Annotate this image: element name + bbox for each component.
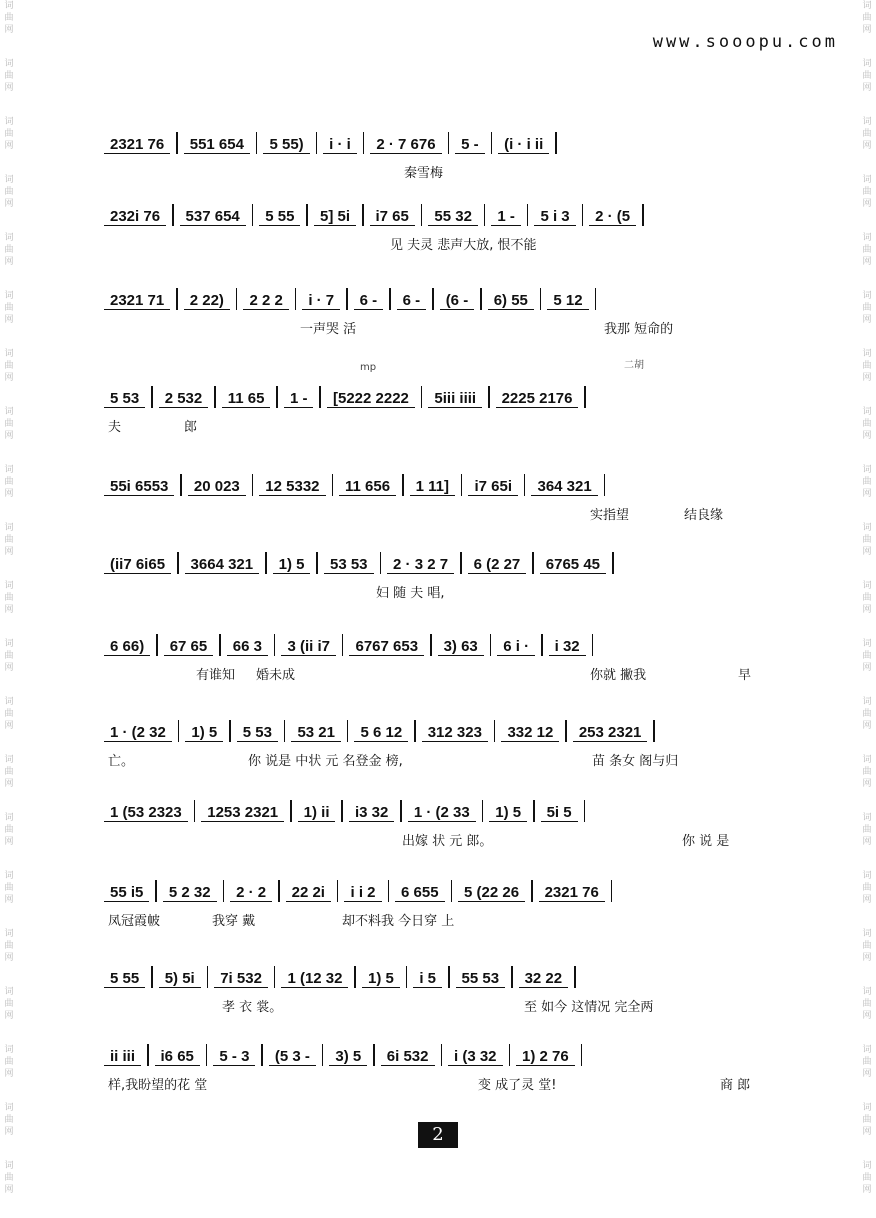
measure: 232i 76 — [104, 208, 166, 226]
measure: (6 - — [440, 292, 475, 310]
measure: 2321 76 — [104, 136, 170, 154]
bar-line — [178, 720, 180, 742]
page-number: 2 — [418, 1122, 458, 1148]
lyrics-line — [104, 1074, 784, 1094]
bar-line — [595, 288, 597, 310]
score-system — [104, 716, 784, 770]
bar-line — [380, 552, 382, 574]
measure: 1 11] — [410, 478, 455, 496]
watermark-text: 词 曲 网 — [862, 639, 872, 673]
measure: 1) 5 — [273, 556, 311, 574]
score-system — [104, 284, 784, 338]
measure: i (3 32 — [448, 1048, 503, 1066]
measure: 2321 71 — [104, 292, 170, 310]
measure: (5 3 - — [269, 1048, 316, 1066]
measure: i 5 — [413, 970, 442, 988]
dynamic-mark-mp: mp — [360, 362, 377, 373]
measure: 1 · (2 32 — [104, 724, 172, 742]
bar-line — [490, 634, 492, 656]
watermark-text: 词 曲 网 — [4, 291, 14, 325]
score-system — [104, 470, 784, 524]
bar-line — [290, 800, 292, 822]
notation-line — [104, 962, 784, 988]
bar-line — [151, 386, 153, 408]
bar-line — [274, 966, 276, 988]
measure: 53 21 — [291, 724, 341, 742]
bar-line — [147, 1044, 149, 1066]
measure: (i · i ii — [498, 136, 549, 154]
bar-line — [421, 386, 423, 408]
bar-line — [541, 634, 543, 656]
measure: 5 2 32 — [163, 884, 217, 902]
measure: ii iii — [104, 1048, 141, 1066]
watermark-text: 词 曲 网 — [862, 407, 872, 441]
lyric-text: 变 成了灵 堂! — [478, 1078, 557, 1093]
lyric-text: 妇 随 夫 唱, — [376, 586, 445, 601]
bar-line — [509, 1044, 511, 1066]
bar-line — [177, 552, 179, 574]
bar-line — [388, 880, 390, 902]
lyric-text: 出嫁 状 元 郎。 — [402, 834, 493, 849]
lyric-text: 亡。 — [108, 754, 135, 769]
measure: 537 654 — [180, 208, 246, 226]
watermark-text: 词 曲 网 — [4, 523, 14, 557]
lyrics-line — [104, 664, 784, 684]
measure: 5] 5i — [314, 208, 356, 226]
bar-line — [354, 966, 356, 988]
measure: 1 (12 32 — [281, 970, 348, 988]
measure: 3664 321 — [185, 556, 260, 574]
watermark-text: 词 曲 网 — [4, 1103, 14, 1137]
measure: 1 (53 2323 — [104, 804, 188, 822]
bar-line — [494, 720, 496, 742]
bar-line — [180, 474, 182, 496]
bar-line — [347, 720, 349, 742]
lyrics-line — [104, 318, 784, 338]
bar-line — [642, 204, 644, 226]
notation-line — [104, 716, 784, 742]
lyrics-line — [104, 830, 784, 850]
watermark-text: 词 曲 网 — [862, 1103, 872, 1137]
watermark-text: 词 曲 网 — [4, 813, 14, 847]
measure: i7 65 — [370, 208, 415, 226]
lyric-text: 孝 衣 裳。 — [222, 1000, 283, 1015]
lyrics-line — [104, 996, 784, 1016]
notation-line — [104, 1040, 784, 1066]
bar-line — [460, 552, 462, 574]
measure: 253 2321 — [573, 724, 648, 742]
measure: 55 i5 — [104, 884, 149, 902]
bar-line — [389, 288, 391, 310]
bar-line — [223, 880, 225, 902]
watermark-text: 词 曲 网 — [862, 813, 872, 847]
measure: 2 · (5 — [589, 208, 636, 226]
bar-line — [229, 720, 231, 742]
lyric-text: 样,我盼望的花 堂 — [108, 1078, 208, 1093]
bar-line — [274, 634, 276, 656]
measure: 6) 55 — [488, 292, 534, 310]
bar-line — [319, 386, 321, 408]
bar-line — [461, 474, 463, 496]
measure: 5 53 — [104, 390, 145, 408]
bar-line — [295, 288, 297, 310]
notation-line — [104, 548, 784, 574]
bar-line — [151, 966, 153, 988]
bar-line — [306, 204, 308, 226]
watermark-text: 词 曲 网 — [862, 233, 872, 267]
measure: 5) 5i — [159, 970, 201, 988]
measure: 6 i · — [497, 638, 535, 656]
bar-line — [565, 720, 567, 742]
measure: 6767 653 — [349, 638, 424, 656]
measure: 332 12 — [501, 724, 559, 742]
measure: 11 65 — [222, 390, 271, 408]
measure: i · i — [323, 136, 357, 154]
watermark-text: 词 曲 网 — [862, 175, 872, 209]
measure: 5 - — [455, 136, 485, 154]
measure: 364 321 — [531, 478, 597, 496]
watermark-text: 词 曲 网 — [4, 639, 14, 673]
bar-line — [555, 132, 557, 154]
measure: 2 532 — [159, 390, 209, 408]
measure: 2225 2176 — [496, 390, 579, 408]
bar-line — [261, 1044, 263, 1066]
measure: 22 2i — [286, 884, 331, 902]
measure: 66 3 — [227, 638, 268, 656]
score-system — [104, 630, 784, 684]
lyric-text: 我穿 戴 — [212, 914, 256, 929]
lyrics-line — [104, 162, 784, 182]
measure: i · 7 — [302, 292, 340, 310]
measure: 1) ii — [298, 804, 336, 822]
watermark-text: 词 曲 网 — [862, 987, 872, 1021]
lyric-text: 夫 — [108, 420, 122, 435]
measure: [5222 2222 — [327, 390, 415, 408]
lyric-text: 凤冠霞帔 — [108, 914, 161, 929]
measure: 2 · 2 — [230, 884, 272, 902]
bar-line — [581, 1044, 583, 1066]
measure: 3) 63 — [438, 638, 484, 656]
measure: 1 - — [284, 390, 314, 408]
measure: 1) 5 — [489, 804, 527, 822]
bar-line — [421, 204, 423, 226]
bar-line — [332, 474, 334, 496]
measure: 5 55 — [259, 208, 300, 226]
lyric-text: 有谁知 — [196, 668, 236, 683]
bar-line — [527, 204, 529, 226]
lyric-text: 你 说 是 — [682, 834, 730, 849]
notation-line — [104, 128, 784, 154]
bar-line — [316, 552, 318, 574]
watermark-text: 词 曲 网 — [862, 697, 872, 731]
measure: 2 2 2 — [243, 292, 288, 310]
bar-line — [156, 634, 158, 656]
bar-line — [337, 880, 339, 902]
bar-line — [480, 288, 482, 310]
watermark-text: 词 曲 网 — [4, 407, 14, 441]
bar-line — [172, 204, 174, 226]
bar-line — [441, 1044, 443, 1066]
measure: 6 655 — [395, 884, 445, 902]
watermark-text: 词 曲 网 — [862, 465, 872, 499]
bar-line — [362, 204, 364, 226]
notation-line — [104, 284, 784, 310]
watermark-text: 词 曲 网 — [862, 1161, 872, 1195]
lyrics-line — [104, 416, 784, 436]
watermark-text: 词 曲 网 — [4, 987, 14, 1021]
bar-line — [236, 288, 238, 310]
measure: 7i 532 — [214, 970, 268, 988]
score-system — [104, 876, 784, 930]
notation-line — [104, 470, 784, 496]
bar-line — [219, 634, 221, 656]
measure: 5 - 3 — [213, 1048, 255, 1066]
lyric-text: 结良缘 — [684, 508, 724, 523]
measure: 551 654 — [184, 136, 250, 154]
lyric-text: 至 如今 这情况 完全两 — [524, 1000, 654, 1015]
bar-line — [653, 720, 655, 742]
watermark-text: 词 曲 网 — [4, 871, 14, 905]
watermark-text: 词 曲 网 — [4, 755, 14, 789]
bar-line — [346, 288, 348, 310]
watermark-text: 词 曲 网 — [862, 523, 872, 557]
measure: 5 55) — [263, 136, 309, 154]
watermark-text: 词 曲 网 — [4, 349, 14, 383]
bar-line — [252, 204, 254, 226]
measure: 2321 76 — [539, 884, 605, 902]
measure: 3 (ii i7 — [281, 638, 336, 656]
bar-line — [316, 132, 318, 154]
bar-line — [451, 880, 453, 902]
bar-line — [532, 552, 534, 574]
bar-line — [276, 386, 278, 408]
measure: 5i 5 — [541, 804, 578, 822]
score-system — [104, 382, 784, 436]
side-watermark-right — [860, 0, 874, 1218]
bar-line — [448, 966, 450, 988]
measure: 5 6 12 — [354, 724, 408, 742]
measure: 6i 532 — [381, 1048, 435, 1066]
lyric-text: 苗 条女 阁与归 — [592, 754, 679, 769]
lyric-text: 我那 短命的 — [604, 322, 674, 337]
bar-line — [432, 288, 434, 310]
measure: 2 · 7 676 — [370, 136, 441, 154]
lyric-text: 秦雪梅 — [404, 166, 444, 181]
lyric-text: 商 郎 — [720, 1078, 751, 1093]
measure: 1253 2321 — [201, 804, 284, 822]
notation-line — [104, 630, 784, 656]
side-watermark-left — [2, 0, 16, 1218]
bar-line — [611, 880, 613, 902]
lyric-text: 一声哭 活 — [300, 322, 357, 337]
watermark-text: 词 曲 网 — [4, 581, 14, 615]
measure: 6 66) — [104, 638, 150, 656]
bar-line — [582, 204, 584, 226]
watermark-text: 词 曲 网 — [4, 233, 14, 267]
watermark-text: 词 曲 网 — [862, 291, 872, 325]
watermark-text: 词 曲 网 — [862, 929, 872, 963]
bar-line — [207, 966, 209, 988]
notation-line — [104, 200, 784, 226]
bar-line — [430, 634, 432, 656]
bar-line — [252, 474, 254, 496]
measure: 11 656 — [339, 478, 396, 496]
measure: 5iii iiii — [428, 390, 482, 408]
watermark-text: 词 曲 网 — [4, 929, 14, 963]
measure: 1) 2 76 — [516, 1048, 575, 1066]
measure: i6 65 — [155, 1048, 200, 1066]
watermark-text: 词 曲 网 — [4, 1045, 14, 1079]
measure: 32 22 — [519, 970, 569, 988]
lyric-text: 实指望 — [590, 508, 630, 523]
lyric-text: 你 说是 中状 元 名登金 榜, — [248, 754, 403, 769]
bar-line — [540, 288, 542, 310]
measure: i7 65i — [468, 478, 518, 496]
bar-line — [414, 720, 416, 742]
bar-line — [278, 880, 280, 902]
bar-line — [265, 552, 267, 574]
measure: 312 323 — [422, 724, 488, 742]
bar-line — [342, 634, 344, 656]
watermark-text: 词 曲 网 — [4, 697, 14, 731]
bar-line — [524, 474, 526, 496]
bar-line — [574, 966, 576, 988]
bar-line — [206, 1044, 208, 1066]
bar-line — [341, 800, 343, 822]
bar-line — [612, 552, 614, 574]
bar-line — [402, 474, 404, 496]
watermark-text: 词 曲 网 — [862, 755, 872, 789]
measure: 1) 5 — [362, 970, 400, 988]
watermark-text: 词 曲 网 — [862, 59, 872, 93]
watermark-text: 词 曲 网 — [4, 59, 14, 93]
watermark-text: 词 曲 网 — [862, 1, 872, 35]
bar-line — [604, 474, 606, 496]
score-system — [104, 128, 784, 182]
measure: 3) 5 — [329, 1048, 367, 1066]
measure: i3 32 — [349, 804, 394, 822]
measure: 53 53 — [324, 556, 374, 574]
bar-line — [511, 966, 513, 988]
lyrics-line — [104, 750, 784, 770]
measure: 1 · (2 33 — [408, 804, 476, 822]
lyrics-line — [104, 910, 784, 930]
watermark-text: 词 曲 网 — [4, 1161, 14, 1195]
measure: i 32 — [549, 638, 586, 656]
measure: 5 i 3 — [534, 208, 575, 226]
site-url: www.sooopu.com — [652, 32, 838, 52]
score-system — [104, 548, 784, 602]
watermark-text: 词 曲 网 — [4, 465, 14, 499]
bar-line — [176, 288, 178, 310]
measure: 1) 5 — [185, 724, 223, 742]
notation-line — [104, 796, 784, 822]
measure: 5 (22 26 — [458, 884, 525, 902]
bar-line — [592, 634, 594, 656]
lyrics-line — [104, 504, 784, 524]
bar-line — [214, 386, 216, 408]
measure: 5 55 — [104, 970, 145, 988]
bar-line — [155, 880, 157, 902]
bar-line — [482, 800, 484, 822]
score-system — [104, 200, 784, 254]
measure: 6765 45 — [540, 556, 606, 574]
bar-line — [322, 1044, 324, 1066]
lyric-text: 早 — [738, 668, 752, 683]
score-system — [104, 962, 784, 1016]
bar-line — [584, 800, 586, 822]
watermark-text: 词 曲 网 — [862, 349, 872, 383]
lyrics-line — [104, 234, 784, 254]
watermark-text: 词 曲 网 — [862, 581, 872, 615]
measure: 6 - — [397, 292, 427, 310]
lyric-text: 却不料我 今日穿 上 — [342, 914, 455, 929]
measure: 67 65 — [164, 638, 214, 656]
measure: 2 · 3 2 7 — [387, 556, 454, 574]
notation-line — [104, 382, 784, 408]
bar-line — [488, 386, 490, 408]
measure: i i 2 — [344, 884, 381, 902]
watermark-text: 词 曲 网 — [4, 117, 14, 151]
measure: 5 53 — [237, 724, 278, 742]
measure: (ii7 6i65 — [104, 556, 171, 574]
lyric-text: 郎 — [184, 420, 198, 435]
measure: 6 (2 27 — [468, 556, 527, 574]
bar-line — [406, 966, 408, 988]
measure: 2 22) — [184, 292, 230, 310]
bar-line — [491, 132, 493, 154]
bar-line — [256, 132, 258, 154]
bar-line — [531, 880, 533, 902]
watermark-text: 词 曲 网 — [862, 871, 872, 905]
bar-line — [363, 132, 365, 154]
measure: 1 - — [491, 208, 521, 226]
measure: 5 12 — [547, 292, 588, 310]
bar-line — [400, 800, 402, 822]
bar-line — [484, 204, 486, 226]
bar-line — [448, 132, 450, 154]
score-system — [104, 1040, 784, 1094]
bar-line — [176, 132, 178, 154]
measure: 55 32 — [428, 208, 478, 226]
bar-line — [373, 1044, 375, 1066]
watermark-text: 词 曲 网 — [862, 1045, 872, 1079]
measure: 12 5332 — [259, 478, 325, 496]
bar-line — [284, 720, 286, 742]
watermark-text: 词 曲 网 — [862, 117, 872, 151]
bar-line — [533, 800, 535, 822]
lyrics-line — [104, 582, 784, 602]
measure: 55 53 — [456, 970, 506, 988]
lyric-text: 你就 撇我 — [590, 668, 647, 683]
bar-line — [194, 800, 196, 822]
watermark-text: 词 曲 网 — [4, 175, 14, 209]
notation-line — [104, 876, 784, 902]
score-system — [104, 796, 784, 850]
measure: 6 - — [354, 292, 384, 310]
measure: 20 023 — [188, 478, 246, 496]
lyric-text: 婚未成 — [256, 668, 296, 683]
instrument-annotation-erhu: 二胡 — [624, 360, 644, 371]
bar-line — [584, 386, 586, 408]
watermark-text: 词 曲 网 — [4, 1, 14, 35]
lyric-text: 见 夫灵 悲声大放, 恨不能 — [390, 238, 537, 253]
measure: 55i 6553 — [104, 478, 174, 496]
